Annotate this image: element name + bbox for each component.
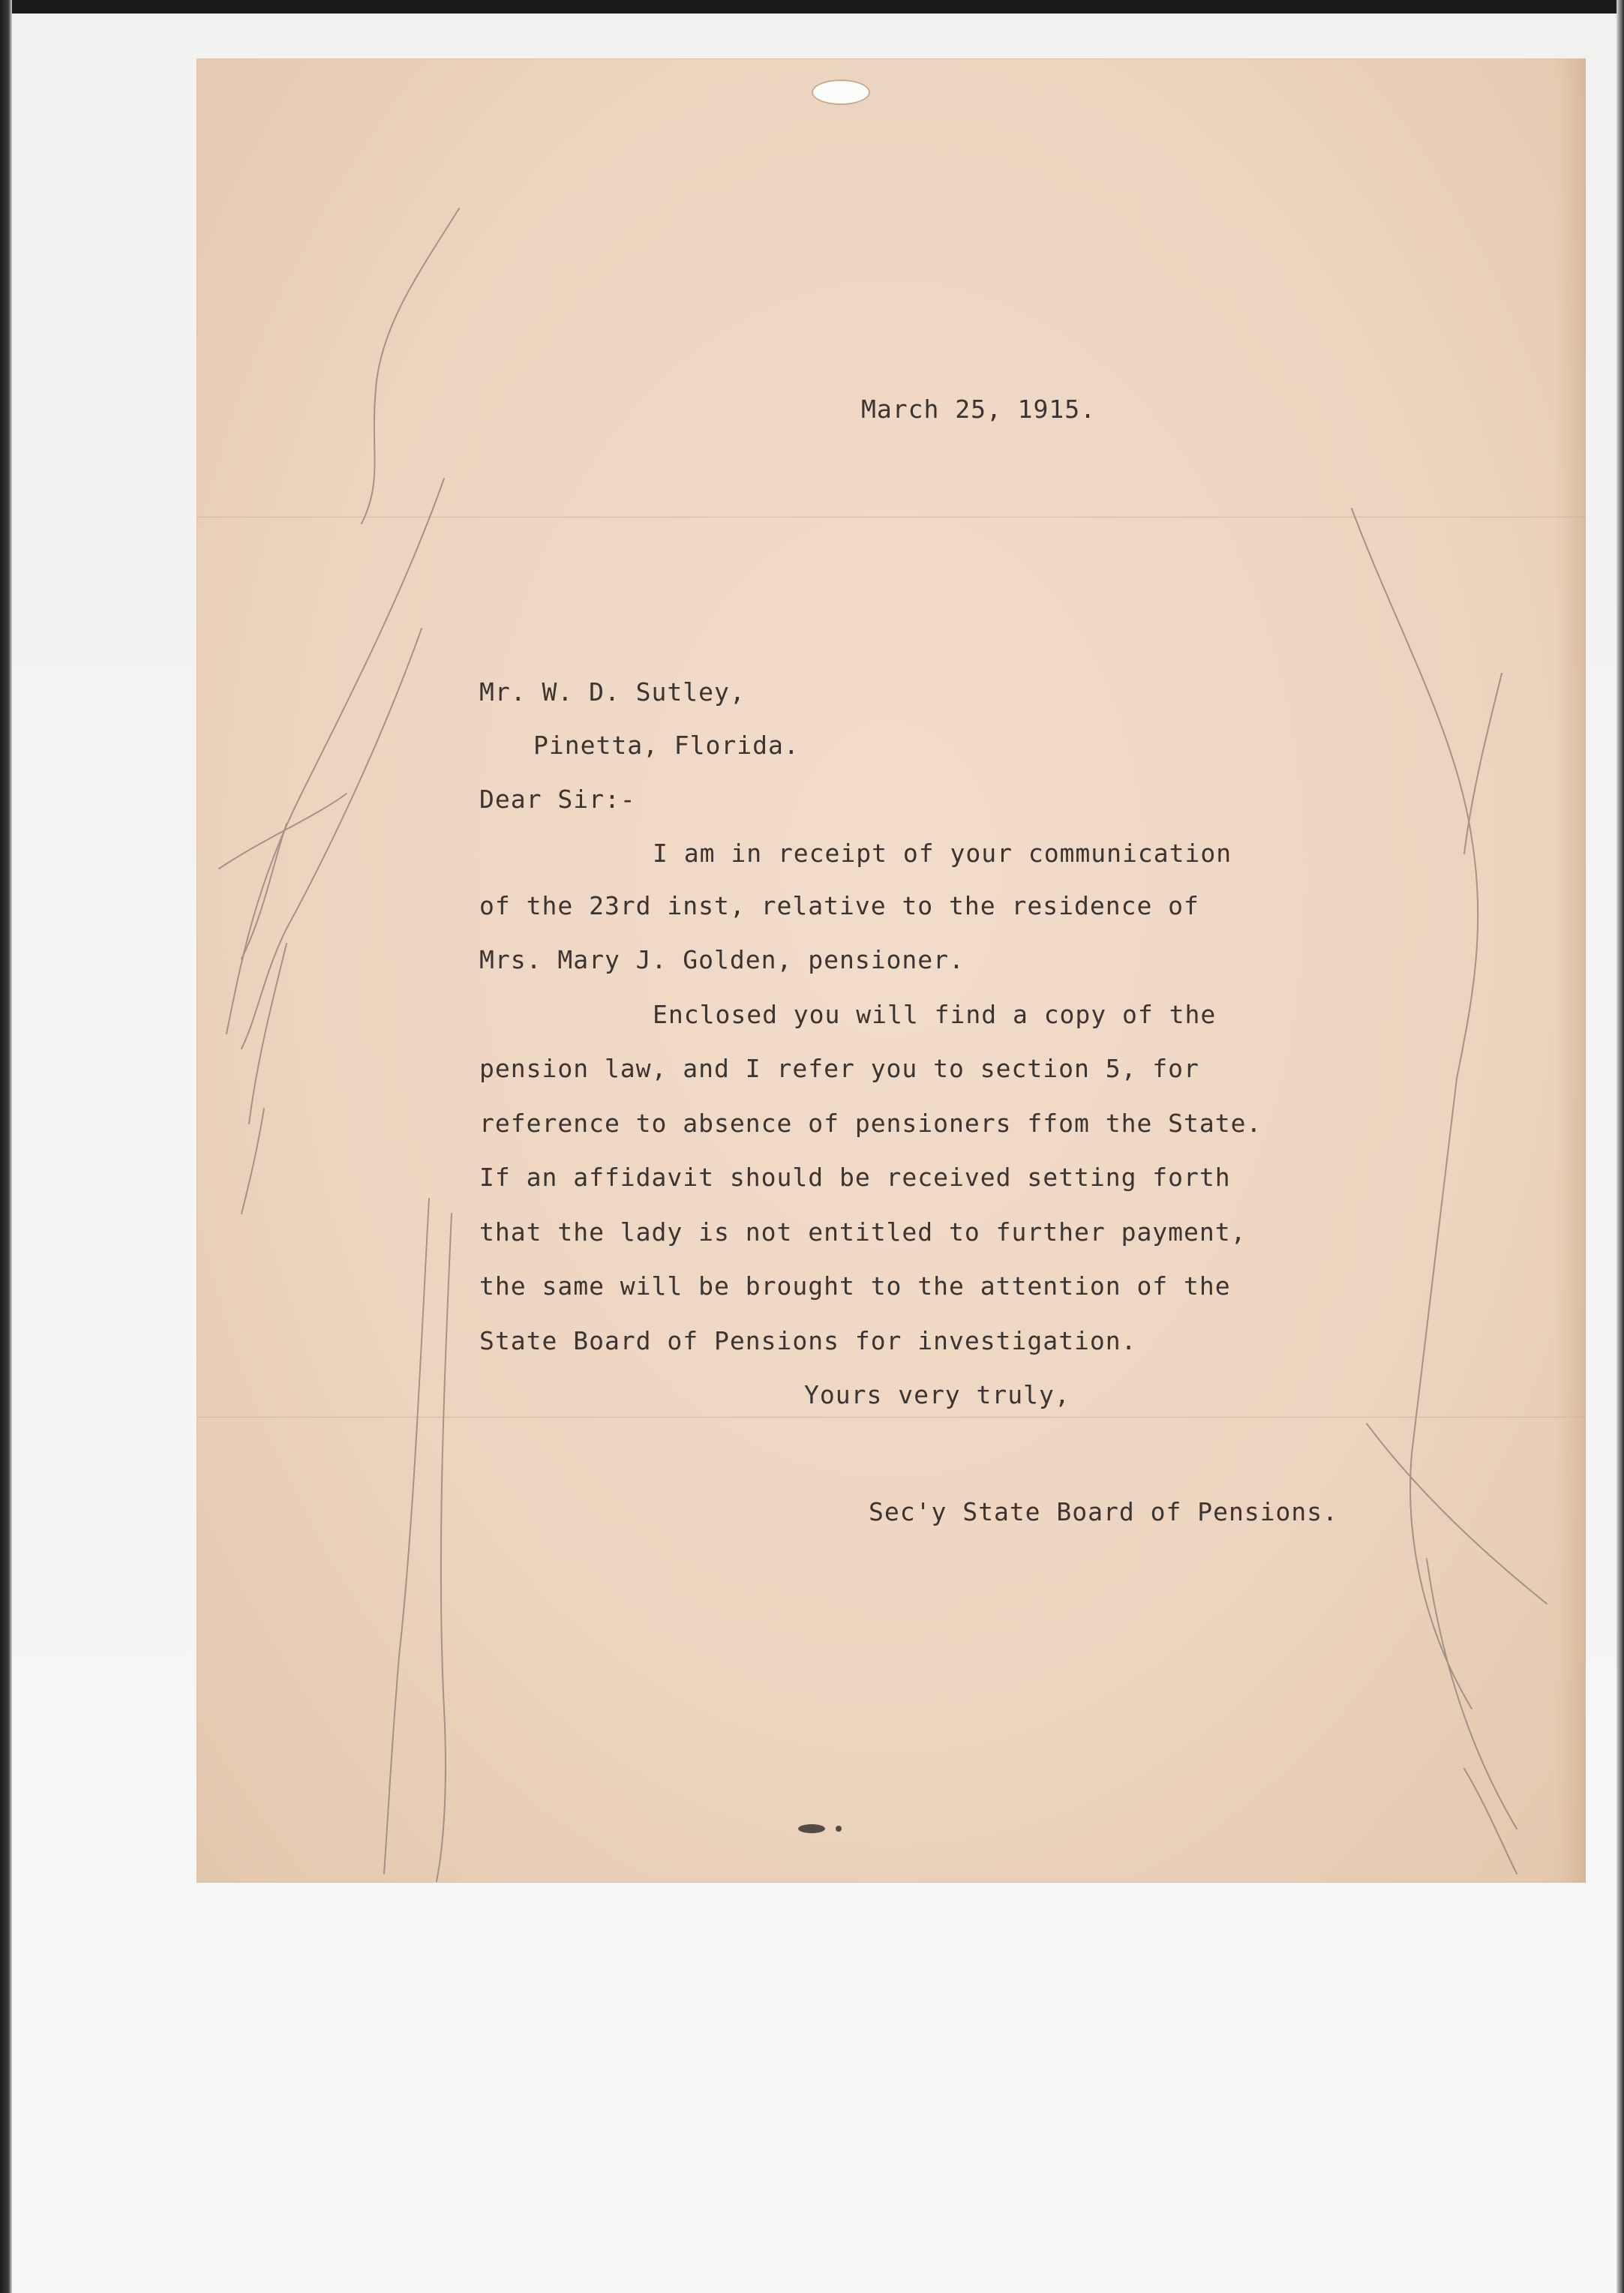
signature-title: Sec'y State Board of Pensions. xyxy=(869,1497,1339,1526)
recipient-name: Mr. W. D. Sutley, xyxy=(479,677,746,707)
body-line: Enclosed you will find a copy of the xyxy=(653,1000,1217,1029)
body-line: If an affidavit should be received setting forth xyxy=(479,1163,1231,1192)
body-line: pension law, and I refer you to section 5, for xyxy=(479,1054,1199,1083)
body-line: I am in receipt of your communication xyxy=(653,839,1232,868)
closing: Yours very truly, xyxy=(804,1380,1070,1409)
letter-text-layer xyxy=(197,59,1586,1883)
letter-date: March 25, 1915. xyxy=(861,395,1097,424)
body-line: reference to absence of pensioners ffom the State. xyxy=(479,1109,1262,1138)
scanner-top-edge xyxy=(0,0,1624,14)
body-line: Mrs. Mary J. Golden, pensioner. xyxy=(479,945,965,974)
body-line: of the 23rd inst, relative to the residence of xyxy=(479,891,1199,920)
recipient-place: Pinetta, Florida. xyxy=(533,731,800,760)
body-line: that the lady is not entitled to further payment, xyxy=(479,1217,1247,1247)
salutation: Dear Sir:- xyxy=(479,785,636,814)
body-line: State Board of Pensions for investigation. xyxy=(479,1326,1137,1355)
body-line: the same will be brought to the attention of the xyxy=(479,1271,1231,1301)
typed-letter xyxy=(197,59,1586,1883)
scanner-left-edge xyxy=(0,0,12,2293)
scanner-right-edge xyxy=(1616,0,1624,2293)
